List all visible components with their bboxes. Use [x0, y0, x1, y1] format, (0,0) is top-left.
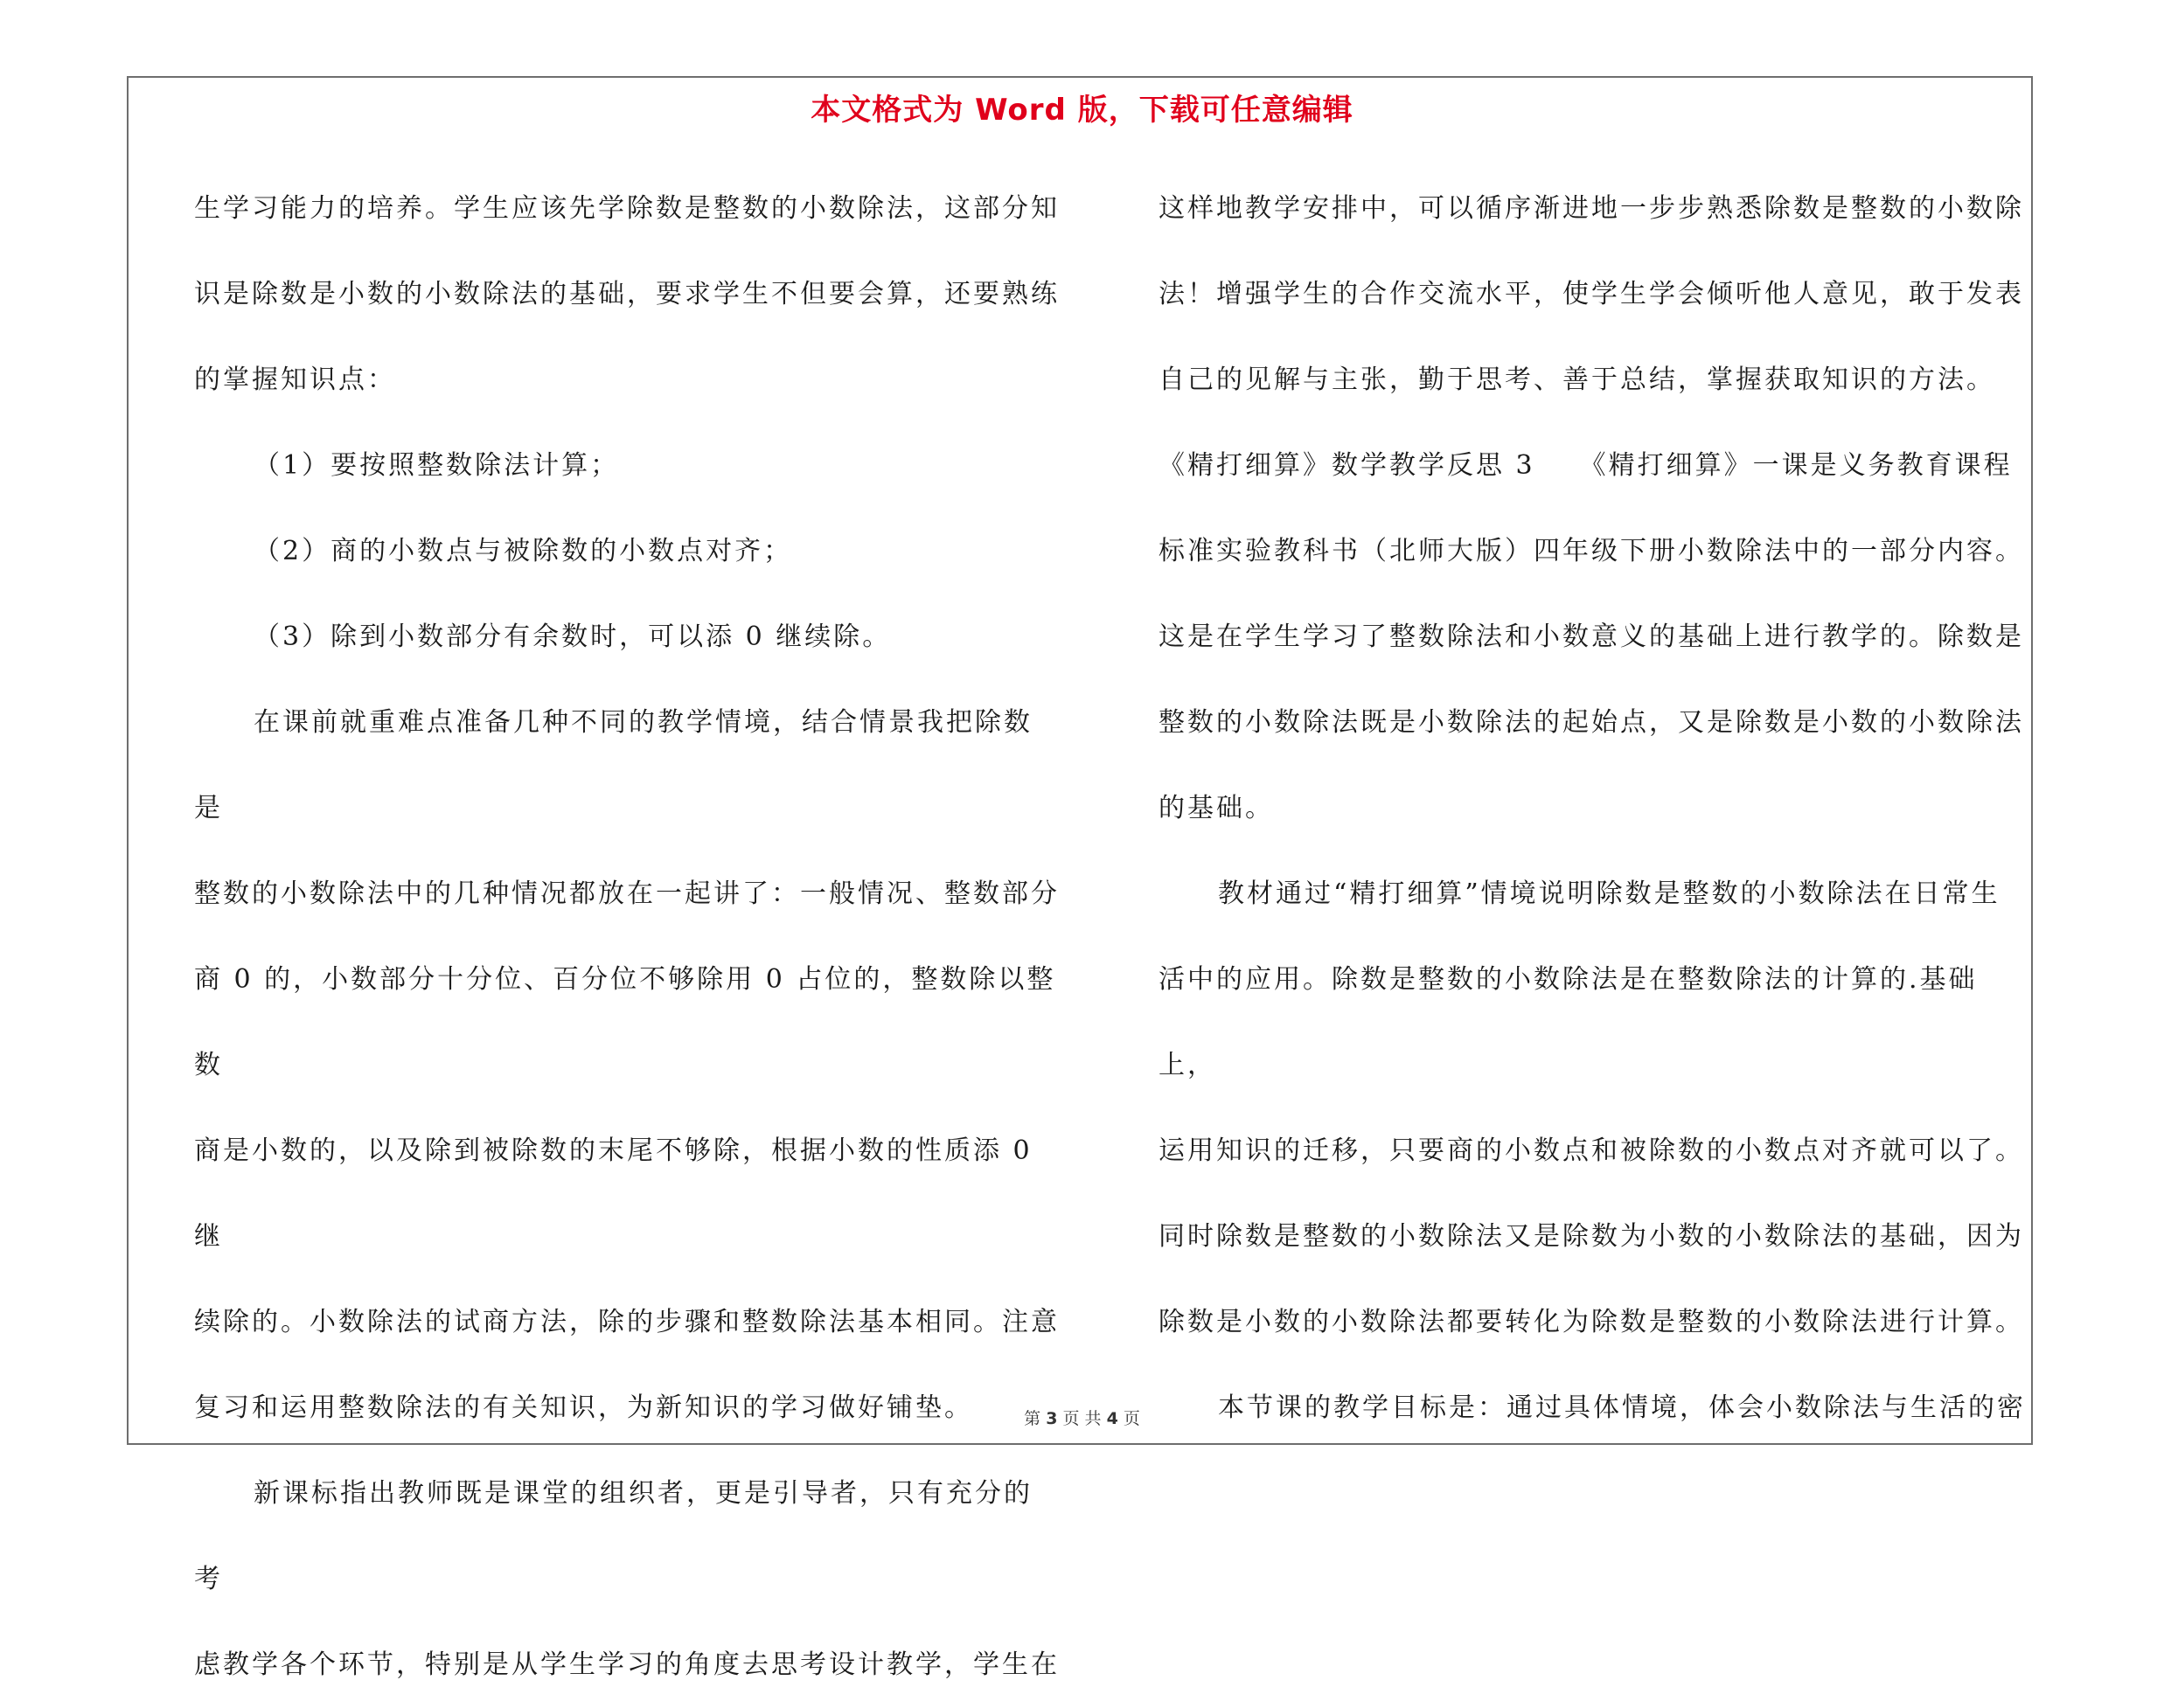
text-line: 整数的小数除法中的几种情况都放在一起讲了：一般情况、整数部分 — [194, 878, 1060, 909]
text-line: 这是在学生学习了整数除法和小数意义的基础上进行教学的。除数是 — [1159, 621, 2024, 652]
text-line: 的基础。 — [1159, 793, 1274, 823]
text-line: 整数的小数除法既是小数除法的起始点，又是除数是小数的小数除法 — [1159, 707, 2024, 738]
text-line: 法！增强学生的合作交流水平，使学生学会倾听他人意见，敢于发表 — [1159, 279, 2024, 309]
text-line: 标准实验教科书（北师大版）四年级下册小数除法中的一部分内容。 — [1159, 536, 2024, 566]
text-line: 的掌握知识点： — [194, 365, 396, 395]
text-line: 这样地教学安排中，可以循序渐进地一步步熟悉除数是整数的小数除 — [1159, 193, 2024, 224]
page-label-middle: 页 共 — [1062, 1409, 1102, 1428]
text-line: 活中的应用。除数是整数的小数除法是在整数除法的计算的.基础上， — [1159, 964, 1978, 1080]
text-line: 虑教学各个环节，特别是从学生学习的角度去思考设计教学，学生在 — [194, 1649, 1060, 1680]
text-line: 续除的。小数除法的试商方法，除的步骤和整数除法基本相同。注意 — [194, 1307, 1060, 1337]
text-line: 商是小数的，以及除到被除数的末尾不够除，根据小数的性质添 0 继 — [194, 1135, 1044, 1252]
text-line: 教材通过“精打细算”情境说明除数是整数的小数除法在日常生 — [1218, 878, 2000, 909]
header-banner: 本文格式为 Word 版，下载可任意编辑 — [811, 93, 1353, 128]
list-item: （2）商的小数点与被除数的小数点对齐； — [254, 536, 793, 566]
current-page: 3 — [1046, 1409, 1058, 1428]
text-line: 《精打细算》数学教学反思 3 《精打细算》一课是义务教育课程 — [1159, 450, 2013, 481]
right-column — [1159, 166, 2033, 1451]
text-line: 新课标指出教师既是课堂的组织者，更是引导者，只有充分的考 — [194, 1478, 1033, 1594]
left-column — [194, 166, 1060, 1708]
page-label-suffix: 页 — [1123, 1409, 1140, 1428]
text-line: 商 0 的，小数部分十分位、百分位不够除用 0 占位的，整数除以整数 — [194, 964, 1056, 1080]
list-item: （3）除到小数部分有余数时，可以添 0 继续除。 — [254, 621, 892, 652]
text-line: 在课前就重难点准备几种不同的教学情境，结合情景我把除数是 — [194, 707, 1033, 823]
text-line: 本节课的教学目标是：通过具体情境，体会小数除法与生活的密 — [1218, 1392, 2026, 1423]
page-label-prefix: 第 — [1024, 1409, 1041, 1428]
text-line: 运用知识的迁移，只要商的小数点和被除数的小数点对齐就可以了。 — [1159, 1135, 2024, 1166]
text-line: 同时除数是整数的小数除法又是除数为小数的小数除法的基础，因为 — [1159, 1221, 2024, 1252]
list-item: （1）要按照整数除法计算； — [254, 450, 620, 481]
text-line: 复习和运用整数除法的有关知识，为新知识的学习做好铺垫。 — [194, 1392, 973, 1423]
text-line: 自己的见解与主张，勤于思考、善于总结，掌握获取知识的方法。 — [1159, 365, 1995, 395]
text-line: 识是除数是小数的小数除法的基础，要求学生不但要会算，还要熟练 — [194, 279, 1060, 309]
page-number — [0, 1406, 2164, 1429]
text-line: 生学习能力的培养。学生应该先学除数是整数的小数除法，这部分知 — [194, 193, 1060, 224]
total-pages: 4 — [1106, 1409, 1118, 1428]
text-line: 除数是小数的小数除法都要转化为除数是整数的小数除法进行计算。 — [1159, 1307, 2024, 1337]
